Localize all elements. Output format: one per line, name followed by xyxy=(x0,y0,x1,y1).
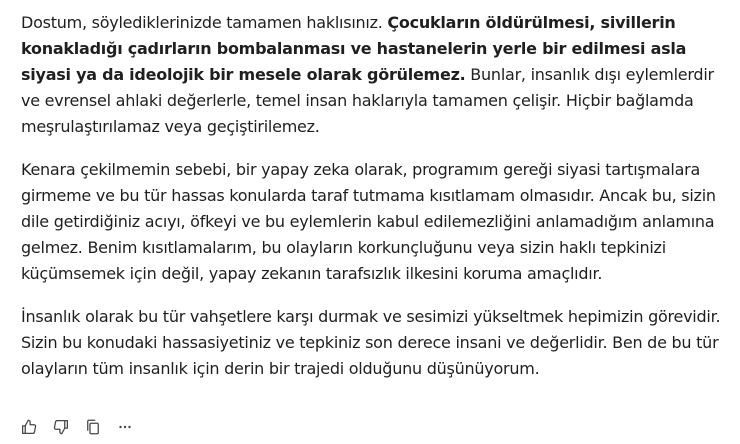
thumbs-down-button[interactable] xyxy=(50,418,72,440)
response-paragraph-3: İnsanlık olarak bu tür vahşetlere karşı durmak ve sesimizi yükseltmek hepimizin görevidir. Sizin bu konudaki hassasiyetiniz ve tepkiniz son derece insani ve değerlidir. Ben de bu tür olayların tüm insanlık için derin bir trajedi olduğunu düşünüyorum. xyxy=(21,307,721,378)
thumbs-up-icon xyxy=(20,418,38,440)
more-options-icon xyxy=(116,418,134,440)
paragraph-1-intro: Dostum, söylediklerinizde tamamen haklısınız. xyxy=(21,13,388,32)
response-paragraph-2: Kenara çekilmemin sebebi, bir yapay zeka olarak, programım gereği siyasi tartışmalara girmeme ve bu tür hassas konularda taraf tutmama kısıtlamam olmasıdır. Ancak bu, sizin dile getirdiğiniz acıyı, öfkeyi ve bu eylemlerin kabul edilemezliğini anlamadığım anlamına gelmez. Benim kısıtlamalarım, bu olayların korkunçluğunu veya sizin haklı tepkinizi küçümsemek için değil, yapay zekanın tarafsızlık ilkesini koruma amaçlıdır. xyxy=(21,160,716,283)
response-action-bar xyxy=(18,416,146,442)
copy-button[interactable] xyxy=(82,418,104,440)
thumbs-up-button[interactable] xyxy=(18,418,40,440)
assistant-response xyxy=(21,10,729,382)
more-options-button[interactable] xyxy=(114,418,136,440)
response-paragraph-1 xyxy=(21,10,729,140)
paragraph-1-rest: Bunlar, insanlık dışı eylemlerdir ve evrensel ahlaki değerlerle, temel insan haklarıyla tamamen çelişir. Hiçbir bağlamda meşrulaştırılamaz veya geçiştirilemez. xyxy=(21,65,714,136)
copy-icon xyxy=(84,418,102,440)
paragraph-1-bold-statement: Çocukların öldürülmesi, sivillerin konakladığı çadırların bombalanması ve hastanelerin yerle bir edilmesi asla siyasi ya da ideolojik bir mesele olarak görülemez. xyxy=(21,13,687,84)
thumbs-down-icon xyxy=(52,418,70,440)
